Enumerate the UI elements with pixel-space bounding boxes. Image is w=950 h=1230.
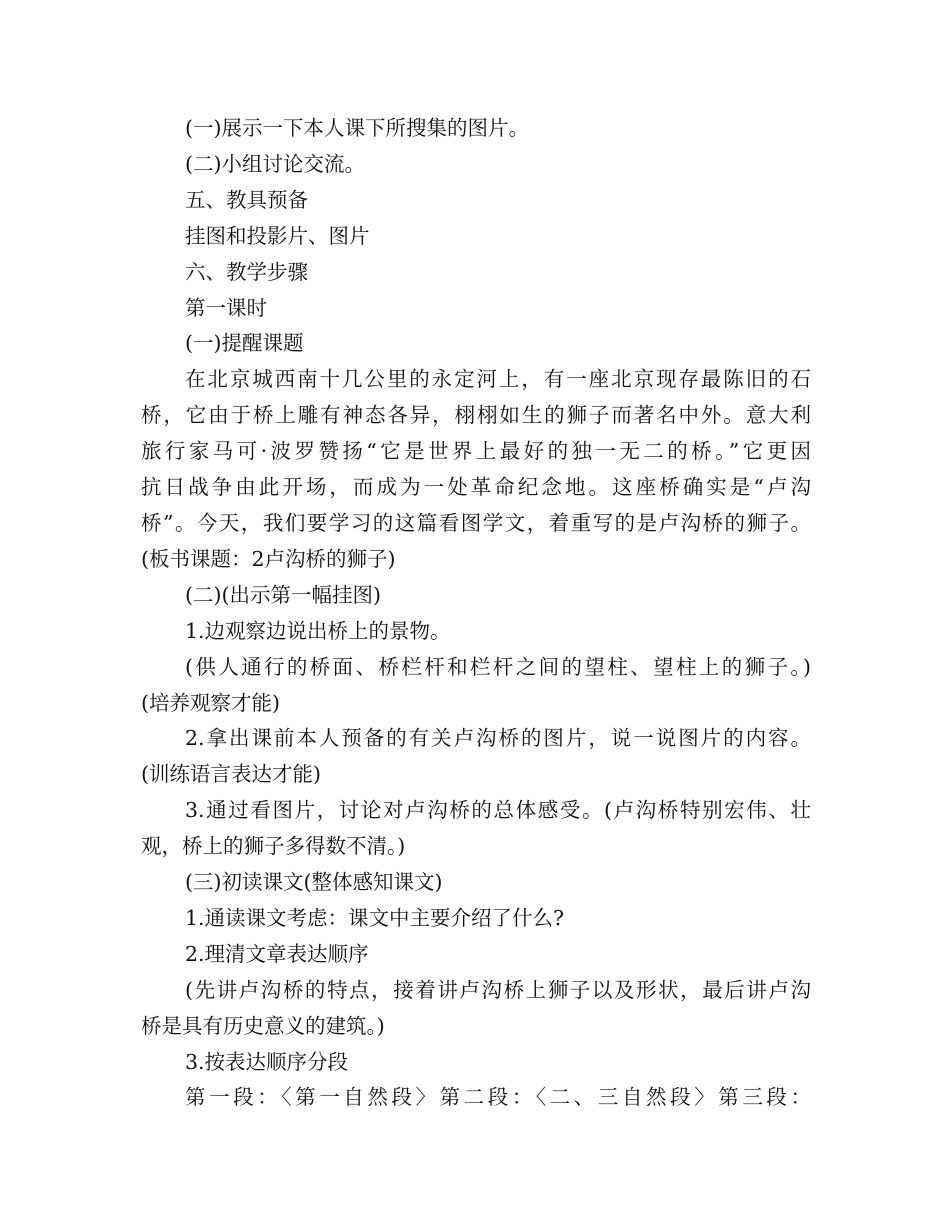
text-line: 旅行家马可·波罗赞扬“它是世界上最好的独一无二的桥。”它更因 [141, 439, 811, 464]
text-line: 桥是具有历史意义的建筑。) [141, 1013, 385, 1038]
text-line: (二)(出示第一幅挂图) [185, 582, 381, 607]
text-line: (一)展示一下本人课下所搜集的图片。 [185, 116, 529, 140]
text-line: (二)小组讨论交流。 [185, 151, 365, 176]
text-line: 第一课时 [185, 295, 267, 320]
text-line: 六、教学步骤 [185, 259, 308, 284]
text-line: (先讲卢沟桥的特点，接着讲卢沟桥上狮子以及形状，最后讲卢沟 [185, 977, 811, 1002]
text-line: 抗日战争由此开场，而成为一处革命纪念地。这座桥确实是“卢沟 [141, 475, 811, 500]
document-body [141, 111, 811, 1116]
text-line: 桥，它由于桥上雕有神态各异，栩栩如生的狮子而著名中外。意大利 [141, 403, 811, 428]
text-line: (训练语言表达才能) [141, 762, 321, 787]
text-line: 1.边观察边说出桥上的景物。 [185, 618, 451, 643]
text-line: 3.按表达顺序分段 [185, 1049, 349, 1074]
text-line: (三)初读课文(整体感知课文) [185, 870, 443, 895]
text-line: 3.通过看图片，讨论对卢沟桥的总体感受。(卢沟桥特别宏伟、壮 [185, 798, 811, 823]
text-line: 2.拿出课前本人预备的有关卢沟桥的图片，说一说图片的内容。 [185, 726, 811, 751]
text-line: 第一段：〈第一自然段〉第二段：〈二、三自然段〉第三段： [185, 1085, 811, 1110]
text-line: (培养观察才能) [141, 690, 280, 715]
text-line: 在北京城西南十几公里的永定河上，有一座北京现存最陈旧的石 [185, 367, 811, 392]
text-line: 桥”。今天，我们要学习的这篇看图学文，着重写的是卢沟桥的狮子。 [141, 510, 811, 535]
text-line: 2.理清文章表达顺序 [185, 941, 369, 966]
text-line: (供人通行的桥面、桥栏杆和栏杆之间的望柱、望柱上的狮子。) [185, 654, 811, 679]
text-line: (板书课题：2卢沟桥的狮子) [141, 546, 396, 571]
text-line: 1.通读课文考虑：课文中主要介绍了什么? [185, 905, 565, 930]
text-line: 挂图和投影片、图片 [185, 223, 370, 248]
text-line: 观，桥上的狮子多得数不清。) [141, 834, 406, 859]
text-line: 五、教具预备 [185, 187, 308, 212]
text-line: (一)提醒课题 [185, 331, 304, 356]
